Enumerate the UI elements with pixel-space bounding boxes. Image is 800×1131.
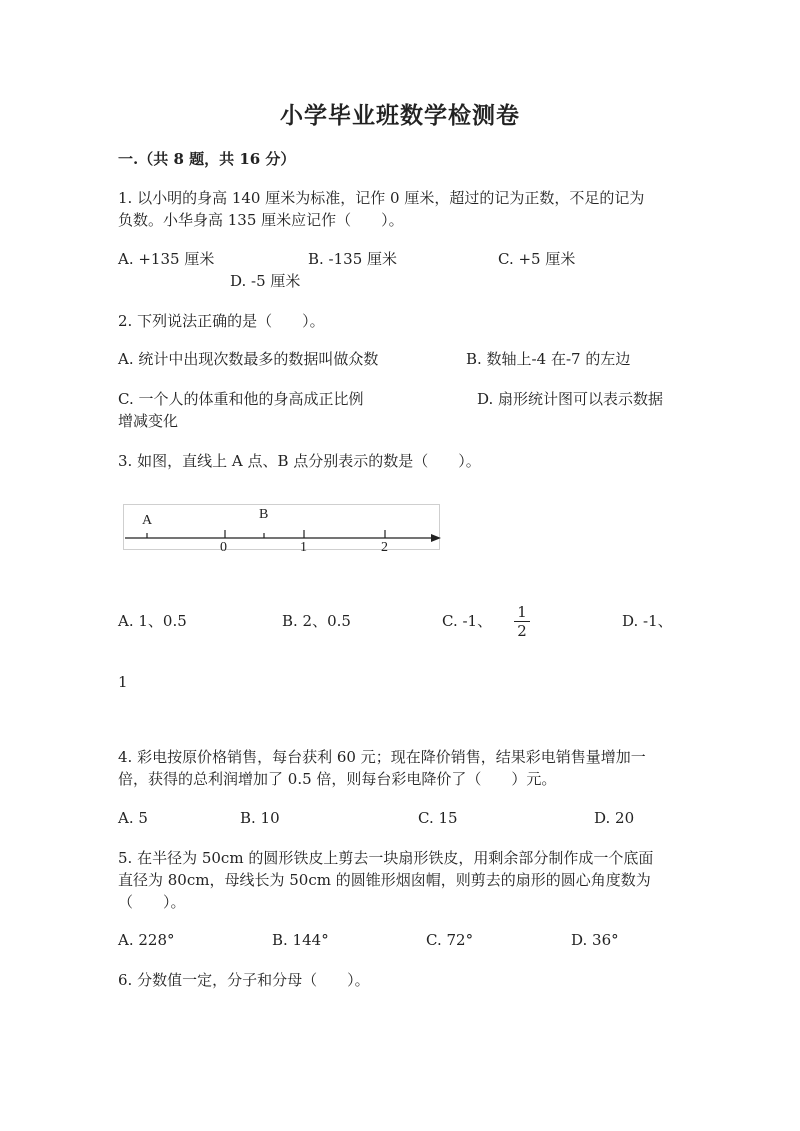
page-title: 小学毕业班数学检测卷 [280,102,520,129]
q3-option-c-fraction [514,604,530,639]
question-5-line-2: 直径为 80cm，母线长为 50cm 的圆锥形烟囱帽，则剪去的扇形的圆心角度数为 [118,871,651,889]
question-3-stem: 3. 如图，直线上 A 点、B 点分别表示的数是（ ）。 [118,452,481,470]
fraction-numerator: 1 [517,603,527,621]
q3-option-d: D. -1、 [622,612,673,630]
question-6-stem: 6. 分数值一定，分子和分母（ ）。 [118,971,370,989]
question-4-line-2: 倍，获得的总利润增加了 0.5 倍，则每台彩电降价了（ ）元。 [118,770,557,788]
q1-option-d: D. -5 厘米 [230,272,301,290]
question-4-line-1: 4. 彩电按原价格销售，每台获利 60 元；现在降价销售，结果彩电销售量增加一 [118,748,646,766]
q3-option-c: C. -1、 [442,612,493,630]
q4-option-a: A. 5 [118,809,148,827]
q1-option-b: B. -135 厘米 [308,250,398,268]
question-5-line-1: 5. 在半径为 50cm 的圆形铁皮上剪去一块扇形铁皮，用剩余部分制作成一个底面 [118,849,654,867]
q2-option-c: C. 一个人的体重和他的身高成正比例 [118,390,364,408]
number-line-svg [123,504,443,554]
q3-option-d-continued: 1 [118,673,128,691]
tick-label-2: 2 [381,540,388,554]
label-a: A [142,513,153,528]
tick-label-1: 1 [300,540,307,554]
question-1-line-2: 负数。小华身高 135 厘米应记作（ ）。 [118,211,404,229]
q3-option-a: A. 1、0.5 [118,612,187,630]
question-2-stem: 2. 下列说法正确的是（ ）。 [118,312,325,330]
q2-option-d: D. 扇形统计图可以表示数据 [477,390,664,408]
q2-option-b: B. 数轴上-4 在-7 的左边 [466,350,631,368]
number-line-figure [123,504,443,554]
q5-option-d: D. 36° [571,931,619,949]
q3-option-b: B. 2、0.5 [282,612,351,630]
q4-option-b: B. 10 [240,809,280,827]
q2-option-d-continued: 增减变化 [118,412,179,430]
q1-option-c: C. +5 厘米 [498,250,576,268]
q5-option-c: C. 72° [426,931,474,949]
q4-option-c: C. 15 [418,809,458,827]
tick-label-0: 0 [220,540,227,554]
figure-frame [124,505,440,550]
q1-option-a: A. +135 厘米 [118,250,215,268]
q4-option-d: D. 20 [594,809,635,827]
section-heading: 一.（共 8 题，共 16 分） [118,150,296,168]
q5-option-b: B. 144° [272,931,329,949]
q2-option-a: A. 统计中出现次数最多的数据叫做众数 [118,350,379,368]
question-1-line-1: 1. 以小明的身高 140 厘米为标准，记作 0 厘米，超过的记为正数，不足的记为 [118,189,645,207]
q5-option-a: A. 228° [118,931,175,949]
question-5-line-3: （ ）。 [118,893,186,911]
label-b: B [259,507,269,522]
fraction-denominator: 2 [517,622,527,640]
